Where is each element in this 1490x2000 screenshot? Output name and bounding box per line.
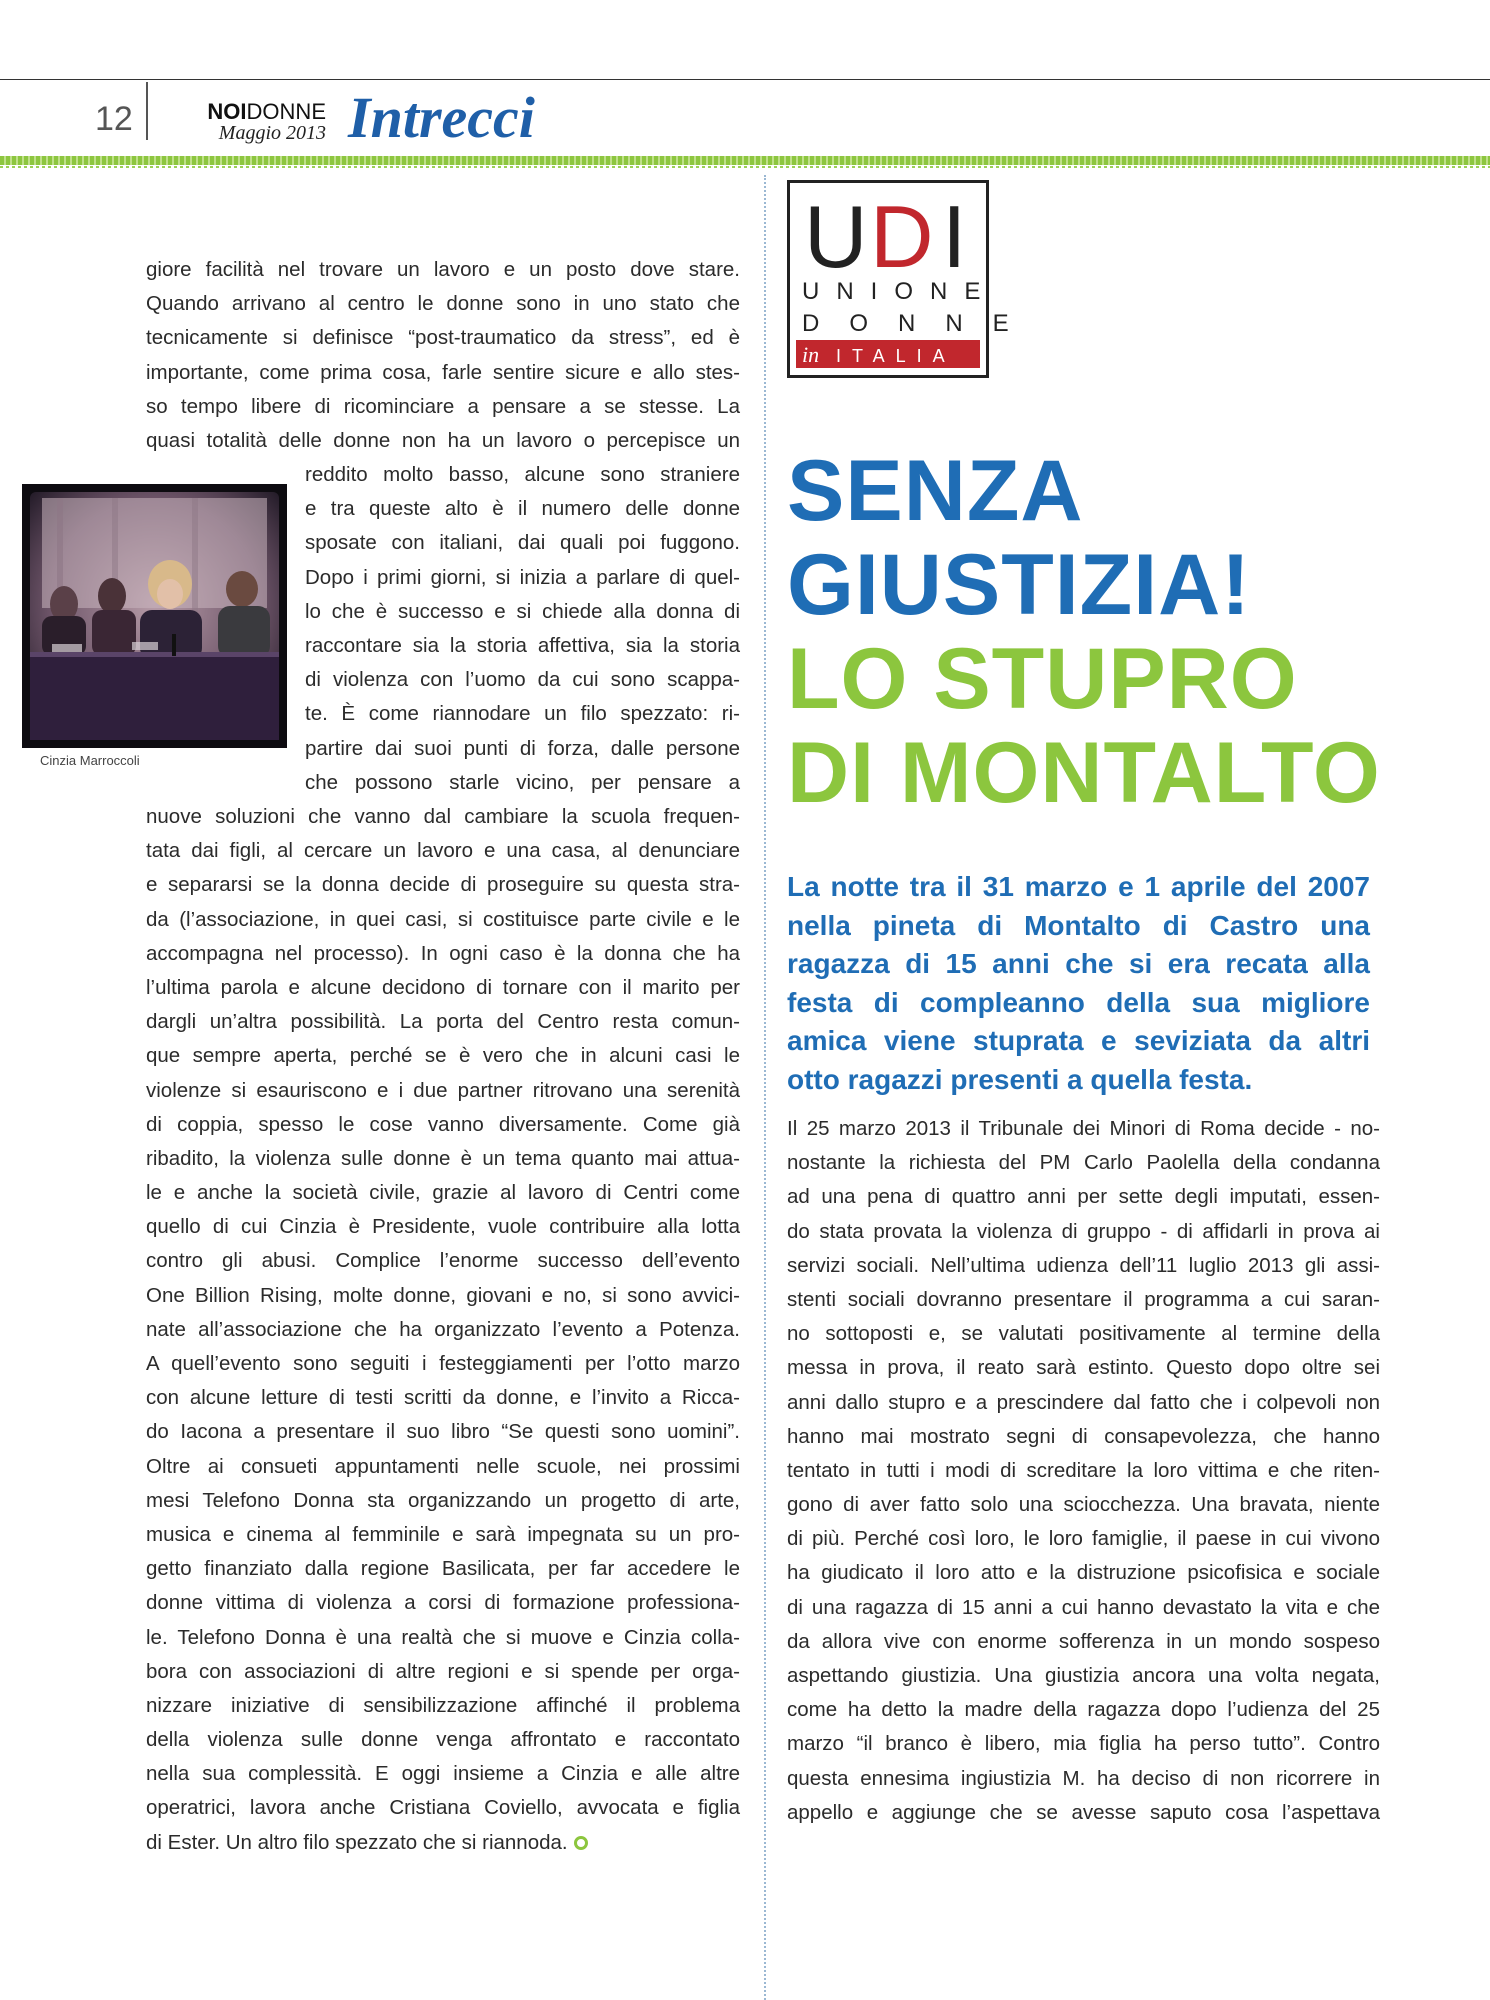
headline	[787, 444, 1381, 820]
right-column	[787, 1112, 1380, 1830]
text-line: nella pineta di Montalto di Castro una	[787, 909, 1370, 941]
headline-line-3: LO STUPRO	[787, 631, 1298, 727]
udi-logo	[787, 180, 1039, 378]
text-line: amica viene stuprata e seviziata da altri	[787, 1025, 1370, 1057]
text-line: nuove soluzioni che vanno dal cambiare la scuola frequen-	[146, 805, 740, 828]
udi-logo-mark	[790, 183, 1039, 375]
text-line: da allora vive con enorme sofferenza in un mondo sospeso	[787, 1629, 1380, 1653]
lead-paragraph	[787, 868, 1370, 1100]
text-line: della violenza sulle donne venga affrontato e raccontato	[146, 1728, 740, 1752]
header-divider	[146, 82, 148, 140]
text-line: di violenza con l’uomo da cui sono scappa-	[305, 668, 740, 692]
headline-line-2: GIUSTIZIA!	[787, 537, 1251, 633]
text-line: con alcune letture di testi scritti da donne, e l’invito a Ricca-	[146, 1386, 740, 1410]
text-line: tecnicamente si definisce “post-traumatico da stress”, ed è	[146, 326, 740, 350]
text-line: e separarsi se la donna decide di proseguire su questa stra-	[146, 873, 740, 897]
logo-letter-u: U	[804, 187, 868, 286]
text-line: do stata provata la violenza di gruppo - di affidarli in prova ai	[787, 1219, 1380, 1243]
logo-in: in	[802, 342, 820, 367]
text-line: A quell’evento sono seguiti i festeggiamenti per l’otto marzo	[146, 1352, 740, 1375]
text-line: tata dai figli, al cercare un lavoro e una casa, al denunciare	[146, 839, 740, 863]
text-line: so tempo libere di ricominciare a pensare a se stesse. La	[146, 394, 740, 418]
text-line: di coppia, spesso le cose vanno diversamente. Come già	[146, 1112, 740, 1136]
end-mark-icon	[574, 1836, 588, 1850]
issue-date: Maggio 2013	[218, 122, 326, 145]
text-line: l’ultima parola e alcune decidono di tornare con il marito per	[146, 975, 740, 999]
top-rule	[0, 79, 1490, 80]
text-line: le. Telefono Donna è una realtà che si muove e Cinzia colla-	[146, 1625, 740, 1649]
text-line: musica e cinema al femminile e sarà impegnata su un pro-	[146, 1522, 740, 1546]
page-number: 12	[95, 100, 133, 138]
left-column-bottom	[146, 800, 740, 1860]
headline-line-4: DI MONTALTO	[787, 725, 1381, 821]
text-line: di Ester. Un altro filo spezzato che si riannoda.	[146, 1826, 740, 1860]
text-line: bora con associazioni di altre regioni e si spende per orga-	[146, 1659, 740, 1683]
headline-line-1: SENZA	[787, 443, 1084, 539]
text-line: ribadito, la violenza sulle donne è un tema quanto mai attua-	[146, 1146, 740, 1170]
text-line: partire dai suoi punti di forza, dalle persone	[305, 736, 740, 760]
text-line: no sottoposti e, se valutati positivamente al termine della	[787, 1322, 1380, 1346]
text-line: te. È come riannodare un filo spezzato: ri-	[305, 702, 740, 726]
logo-italia: ITALIA	[836, 346, 956, 366]
text-line: La notte tra il 31 marzo e 1 aprile del 2007	[787, 871, 1370, 902]
text-line: que sempre aperta, perché se è vero che in alcuni casi le	[146, 1044, 740, 1068]
magazine-name	[198, 100, 326, 123]
text-line: violenze si esauriscono e i due partner ritrovano una serenità	[146, 1078, 740, 1102]
text-line: accompagna nel processo). In ogni caso è la donna che ha	[146, 941, 740, 965]
text-line: gono di aver fatto solo una sciocchezza. Una bravata, niente	[787, 1493, 1380, 1517]
text-line: di una ragazza di 15 anni a cui hanno devastato la vita e che	[787, 1595, 1380, 1619]
text-line: mesi Telefono Donna sta organizzando un progetto di arte,	[146, 1488, 740, 1512]
text-line: di più. Perché così loro, le loro famiglie, il paese in cui vivono	[787, 1527, 1380, 1551]
text-line: ragazza di 15 anni che si era recata alla	[787, 948, 1370, 980]
text-line: appello e aggiunge che se avesse saputo cosa l’aspettava	[787, 1800, 1380, 1824]
logo-letter-i: I	[942, 187, 967, 286]
section-title: Intrecci	[348, 85, 535, 150]
text-line: quello di cui Cinzia è Presidente, vuole contribuire alla lotta	[146, 1215, 740, 1239]
logo-donne: DONNE	[802, 310, 1039, 337]
text-line: anni dallo stupro e a prescindere dal fatto che i colpevoli non	[787, 1390, 1380, 1414]
text-line: operatrici, lavora anche Cristiana Coviello, avvocata e figlia	[146, 1796, 740, 1820]
text-line: donne vittima di violenza a corsi di formazione professiona-	[146, 1591, 740, 1615]
left-column-wrap	[305, 458, 740, 800]
text-line: nella sua complessità. E oggi insieme a Cinzia e alle altre	[146, 1762, 740, 1786]
text-line: Dopo i primi giorni, si inizia a parlare di quel-	[305, 565, 740, 589]
text-line: lo che è successo e si chiede alla donna di	[305, 599, 740, 623]
text-line: giore facilità nel trovare un lavoro e un posto dove stare.	[146, 258, 740, 281]
text-line: aspettando giustizia. Una giustizia ancora una volta negata,	[787, 1664, 1380, 1687]
text-line: sposate con italiani, dai quali poi fuggono.	[305, 531, 740, 555]
text-line: stenti sociali dovranno presentare il programma a cui saran-	[787, 1287, 1380, 1311]
text-line: nostante la richiesta del PM Carlo Paolella della condanna	[787, 1151, 1380, 1175]
magazine-masthead	[198, 100, 326, 144]
photo-caption: Cinzia Marroccoli	[40, 753, 140, 768]
text-line: messa in prova, il reato sarà estinto. Questo dopo oltre sei	[787, 1356, 1380, 1380]
header-green-band	[0, 156, 1490, 165]
text-line: questa ennesima ingiustizia M. ha deciso di non ricorrere in	[787, 1766, 1380, 1790]
text-line: nate all’associazione che ha organizzato l’evento a Potenza.	[146, 1317, 740, 1341]
text-line: marzo “il branco è libero, mia figlia ha perso tutto”. Contro	[787, 1732, 1380, 1756]
photo-conference	[22, 484, 287, 748]
text-line: ad una pena di quattro anni per sette degli imputati, essen-	[787, 1185, 1380, 1209]
text-line: getto finanziato dalla regione Basilicata, per far accedere le	[146, 1557, 740, 1581]
text-line: le e anche la società civile, grazie al lavoro di Centri come	[146, 1181, 740, 1205]
text-line: hanno mai mostrato segni di consapevolezza, che hanno	[787, 1424, 1380, 1448]
text-line: come ha detto la madre della ragazza dopo l’udienza del 25	[787, 1698, 1380, 1722]
magazine-name-rest: DONNE	[246, 99, 326, 124]
left-column-top	[146, 253, 740, 458]
text-line: do Iacona a presentare il suo libro “Se questi sono uomini”.	[146, 1420, 740, 1444]
text-line: ha giudicato il loro atto e la distruzione psicofisica e sociale	[787, 1561, 1380, 1585]
logo-unione: UNIONE	[802, 278, 998, 305]
magazine-name-bold: NOI	[207, 99, 247, 124]
text-line: reddito molto basso, alcune sono straniere	[305, 463, 740, 486]
text-line: nizzare iniziative di sensibilizzazione affinché il problema	[146, 1693, 740, 1717]
text-line: otto ragazzi presenti a quella festa.	[787, 1063, 1253, 1095]
text-line: quasi totalità delle donne non ha un lavoro o percepisce un	[146, 428, 740, 452]
text-line: servizi sociali. Nell’ultima udienza dell’11 luglio 2013 gli assi-	[787, 1253, 1380, 1277]
text-line: Il 25 marzo 2013 il Tribunale dei Minori di Roma decide - no-	[787, 1117, 1380, 1140]
text-line: che possono starle vicino, per pensare a	[305, 770, 740, 794]
text-line: Oltre ai consueti appuntamenti nelle scuole, nei prossimi	[146, 1454, 740, 1478]
text-line: tentato in tutti i modi di screditare la loro vittima e che riten-	[787, 1458, 1380, 1482]
text-line: da (l’associazione, in quei casi, si costituisce parte civile e le	[146, 907, 740, 931]
text-line: dargli un’altra possibilità. La porta del Centro resta comun-	[146, 1010, 740, 1034]
header-green-dots	[0, 166, 1490, 168]
text-line: One Billion Rising, molte donne, giovani e no, si sono avvici-	[146, 1283, 740, 1307]
text-line: festa di compleanno della sua migliore	[787, 986, 1370, 1018]
text-line: raccontare sia la storia affettiva, sia la storia	[305, 633, 740, 657]
text-line: importante, come prima cosa, farle sentire sicure e allo stes-	[146, 360, 740, 384]
text-line: contro gli abusi. Complice l’enorme successo dell’evento	[146, 1249, 740, 1273]
column-divider	[764, 175, 766, 2000]
logo-letter-d: D	[870, 187, 934, 286]
photo-illustration	[22, 484, 287, 748]
text-line: e tra queste alto è il numero delle donne	[305, 497, 740, 521]
text-line: Quando arrivano al centro le donne sono in uno stato che	[146, 292, 740, 316]
